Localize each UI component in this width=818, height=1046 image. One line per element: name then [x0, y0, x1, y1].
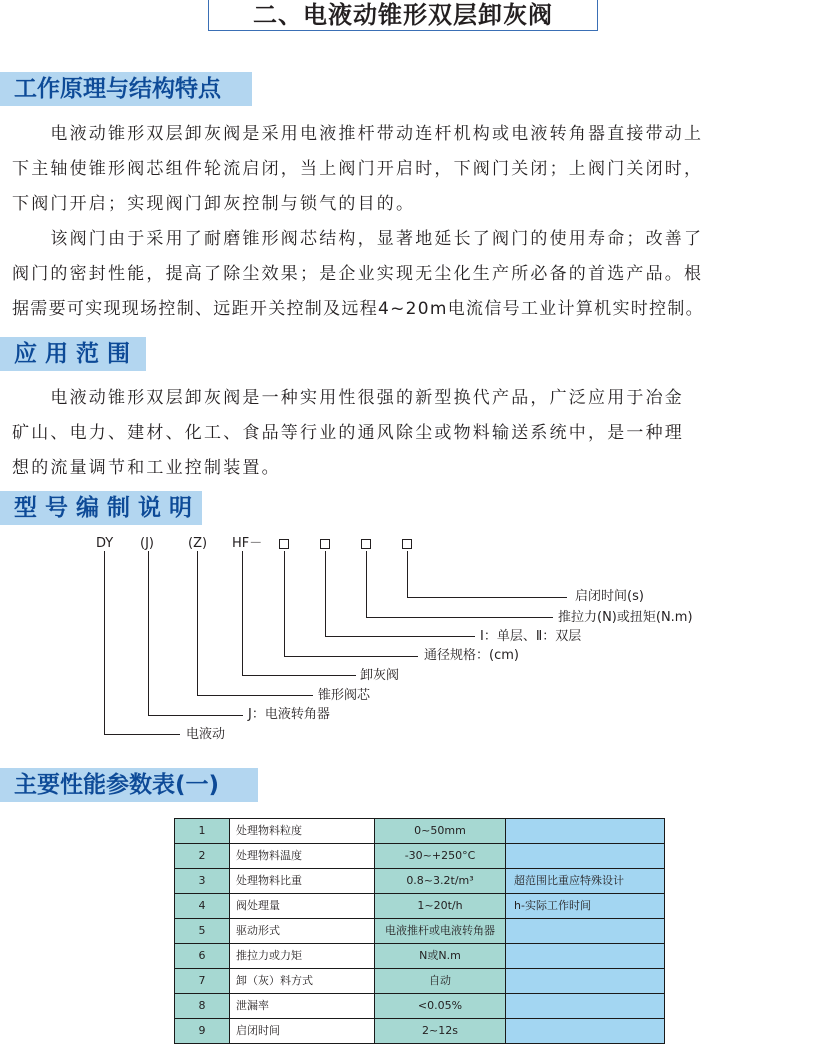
param-note: 超范围比重应特殊设计	[506, 869, 665, 894]
param-note: h-实际工作时间	[506, 894, 665, 919]
leader-line	[197, 551, 198, 695]
param-value: <0.05%	[375, 994, 506, 1019]
section-heading-params	[0, 768, 258, 802]
code-box	[402, 539, 412, 549]
principle-paragraph	[12, 117, 818, 327]
param-value: 自动	[375, 969, 506, 994]
text-line: 据需要可实现现场控制、远距开关控制及远程4~20m电流信号工业计算机实时控制。	[12, 299, 704, 319]
text-line: 电液动锥形双层卸灰阀是一种实用性很强的新型换代产品，广泛应用于冶金	[12, 388, 684, 408]
text-line: 电液动锥形双层卸灰阀是采用电液推杆带动连杆机构或电液转角器直接带动上	[12, 124, 704, 144]
table-row	[175, 844, 665, 869]
row-number: 2	[175, 844, 230, 869]
table-row	[175, 919, 665, 944]
param-note	[506, 944, 665, 969]
text-line: 下主轴使锥形阀芯组件轮流启闭，当上阀门开启时，下阀门关闭；上阀门关闭时，	[12, 159, 704, 179]
param-value: 电液推杆或电液转角器	[375, 919, 506, 944]
table-row	[175, 944, 665, 969]
leader-line	[104, 551, 105, 734]
section-heading-model	[0, 491, 202, 525]
section-heading-model-text: 型 号 编 制 说 明	[14, 495, 193, 521]
code-dy: DY	[96, 536, 114, 551]
param-note	[506, 1019, 665, 1044]
param-note	[506, 844, 665, 869]
param-value: -30~+250°C	[375, 844, 506, 869]
param-value: 0~50mm	[375, 819, 506, 844]
table-row	[175, 1019, 665, 1044]
section-heading-scope	[0, 337, 146, 371]
leader-line	[407, 551, 408, 597]
section-heading-principle-text: 工作原理与结构特点	[14, 76, 221, 102]
row-number: 9	[175, 1019, 230, 1044]
param-value: 0.8~3.2t/m³	[375, 869, 506, 894]
label-discharge-valve: 卸灰阀	[360, 668, 400, 683]
leader-line	[366, 551, 367, 617]
text-line: 下阀门开启；实现阀门卸灰控制与锁气的目的。	[12, 194, 416, 214]
param-name: 处理物料比重	[230, 869, 375, 894]
param-name: 处理物料粒度	[230, 819, 375, 844]
leader-line	[148, 551, 149, 715]
param-name: 处理物料温度	[230, 844, 375, 869]
title-frame	[208, 0, 598, 31]
code-j: (J)	[140, 536, 154, 551]
row-number: 8	[175, 994, 230, 1019]
code-box	[320, 539, 330, 549]
row-number: 7	[175, 969, 230, 994]
leader-line	[197, 695, 313, 696]
code-box	[361, 539, 371, 549]
text-line: 想的流量调节和工业控制装置。	[12, 458, 281, 478]
row-number: 3	[175, 869, 230, 894]
table-row	[175, 969, 665, 994]
param-value: 2~12s	[375, 1019, 506, 1044]
row-number: 6	[175, 944, 230, 969]
code-box	[279, 539, 289, 549]
param-name: 阀处理量	[230, 894, 375, 919]
code-z: (Z)	[188, 536, 208, 551]
label-open-close-time: 启闭时间(s)	[575, 589, 644, 604]
page-title: 二、电液动锥形双层卸灰阀	[253, 1, 553, 29]
row-number: 1	[175, 819, 230, 844]
section-heading-principle	[0, 72, 252, 106]
table-row	[175, 869, 665, 894]
scope-paragraph	[12, 381, 818, 486]
param-note	[506, 969, 665, 994]
leader-line	[366, 617, 553, 618]
row-number: 5	[175, 919, 230, 944]
leader-line	[148, 715, 243, 716]
param-note	[506, 919, 665, 944]
param-name: 卸（灰）料方式	[230, 969, 375, 994]
section-heading-scope-text: 应 用 范 围	[14, 341, 131, 367]
text-line: 矿山、电力、建材、化工、食品等行业的通风除尘或物料输送系统中，是一种理	[12, 423, 684, 443]
label-rotary-actuator: J：电液转角器	[248, 707, 330, 722]
params-table	[174, 818, 665, 1044]
param-value: 1~20t/h	[375, 894, 506, 919]
leader-line	[242, 675, 356, 676]
param-note	[506, 819, 665, 844]
param-name: 启闭时间	[230, 1019, 375, 1044]
leader-line	[284, 551, 285, 656]
param-name: 推拉力或力矩	[230, 944, 375, 969]
text-line: 该阀门由于采用了耐磨锥形阀芯结构，显著地延长了阀门的使用寿命；改善了	[12, 229, 704, 249]
label-cone-core: 锥形阀芯	[318, 688, 371, 703]
label-force-torque: 推拉力(N)或扭矩(N.m)	[558, 610, 693, 625]
leader-line	[407, 597, 567, 598]
section-heading-params-text: 主要性能参数表(一)	[14, 772, 220, 798]
leader-line	[104, 734, 180, 735]
table-row	[175, 819, 665, 844]
label-diameter: 通径规格：(cm)	[424, 648, 519, 663]
leader-line	[242, 551, 243, 675]
param-value: N或N.m	[375, 944, 506, 969]
table-row	[175, 994, 665, 1019]
text-line: 阀门的密封性能，提高了除尘效果；是企业实现无尘化生产所必备的首选产品。根	[12, 264, 704, 284]
label-layer-type: Ⅰ：单层、Ⅱ：双层	[480, 629, 582, 644]
row-number: 4	[175, 894, 230, 919]
param-name: 驱动形式	[230, 919, 375, 944]
table-row	[175, 894, 665, 919]
code-hf: HF－	[232, 536, 263, 551]
param-name: 泄漏率	[230, 994, 375, 1019]
leader-line	[284, 656, 418, 657]
leader-line	[325, 636, 475, 637]
leader-line	[325, 551, 326, 636]
label-electro-hydraulic: 电液动	[186, 727, 226, 742]
model-code-diagram	[0, 530, 818, 750]
param-note	[506, 994, 665, 1019]
